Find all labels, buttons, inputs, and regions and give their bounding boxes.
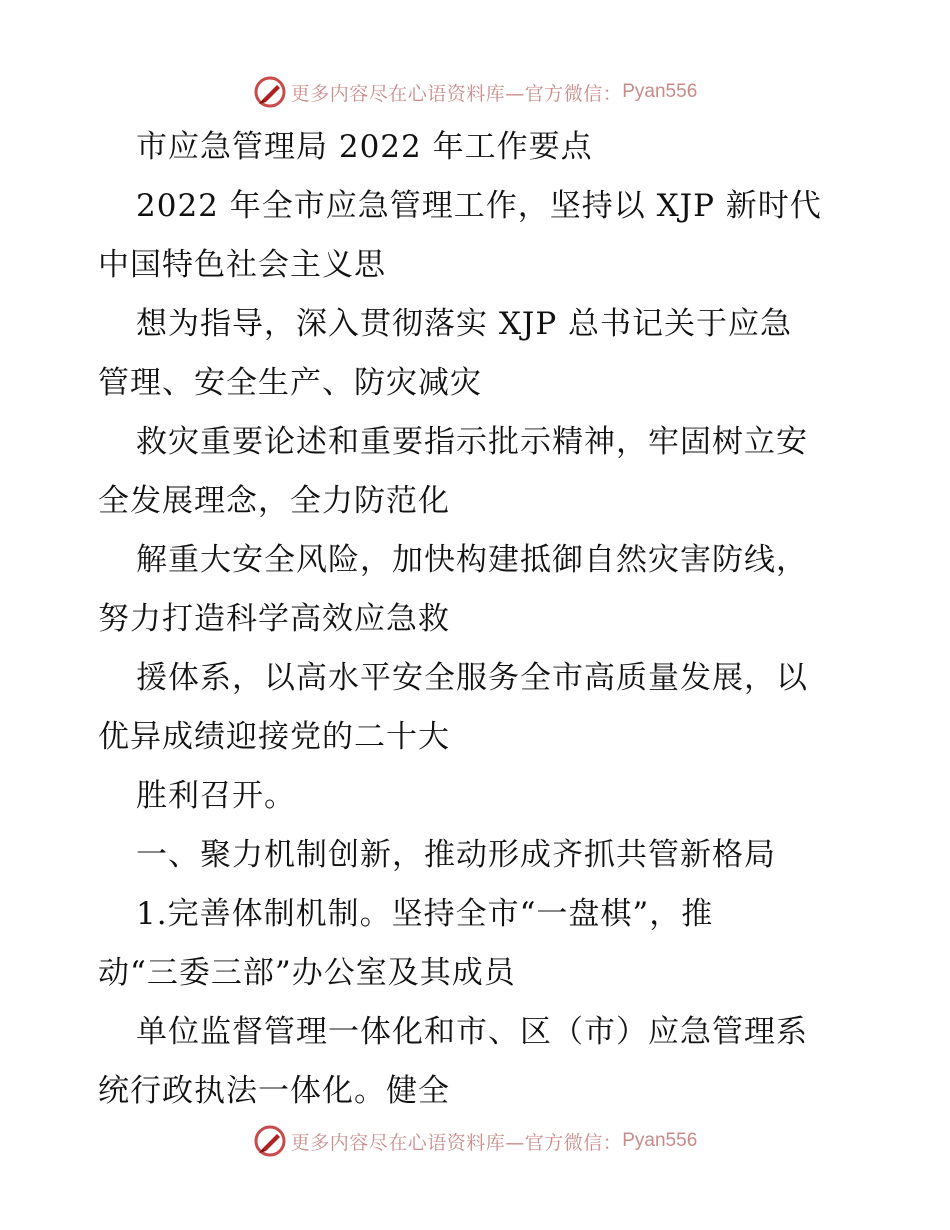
text-line: 援体系，以高水平安全服务全市高质量发展，以 bbox=[136, 660, 808, 696]
watermark-text: 更多内容尽在心语资料库—官方微信： bbox=[290, 1131, 623, 1154]
text-line: 全发展理念，全力防范化 bbox=[98, 483, 450, 519]
text-line: 1.完善体制机制。坚持全市“一盘棋”，推 bbox=[136, 896, 714, 932]
text-line: 胜利召开。 bbox=[136, 778, 296, 814]
text-line: 解重大安全风险，加快构建抵御自然灾害防线， bbox=[136, 542, 808, 578]
text-line: 救灾重要论述和重要指示批示精神，牢固树立安 bbox=[136, 424, 808, 460]
pen-logo-icon bbox=[253, 75, 287, 109]
pen-logo-icon bbox=[253, 1124, 287, 1158]
text-line: 中国特色社会主义思 bbox=[98, 247, 386, 283]
document-title: 市应急管理局 2022 年工作要点 bbox=[136, 129, 593, 165]
text-line: 2022 年全市应急管理工作，坚持以 XJP 新时代 bbox=[136, 188, 822, 224]
watermark-text: 更多内容尽在心语资料库—官方微信： bbox=[290, 82, 623, 105]
watermark-footer bbox=[0, 1121, 950, 1161]
section-heading: 一、聚力机制创新，推动形成齐抓共管新格局 bbox=[136, 837, 776, 873]
text-line: 单位监督管理一体化和市、区（市）应急管理系 bbox=[136, 1014, 808, 1050]
text-line: 想为指导，深入贯彻落实 XJP 总书记关于应急 bbox=[136, 306, 793, 342]
document-body bbox=[98, 118, 858, 1121]
text-line: 动“三委三部”办公室及其成员 bbox=[98, 955, 516, 991]
text-line: 优异成绩迎接党的二十大 bbox=[98, 719, 450, 755]
watermark-contact: Pyan556 bbox=[622, 1130, 698, 1151]
text-line: 管理、安全生产、防灾减灾 bbox=[98, 365, 482, 401]
watermark-contact: Pyan556 bbox=[622, 81, 698, 102]
watermark-header bbox=[0, 72, 950, 112]
text-line: 统行政执法一体化。健全 bbox=[98, 1073, 450, 1109]
text-line: 努力打造科学高效应急救 bbox=[98, 601, 450, 637]
